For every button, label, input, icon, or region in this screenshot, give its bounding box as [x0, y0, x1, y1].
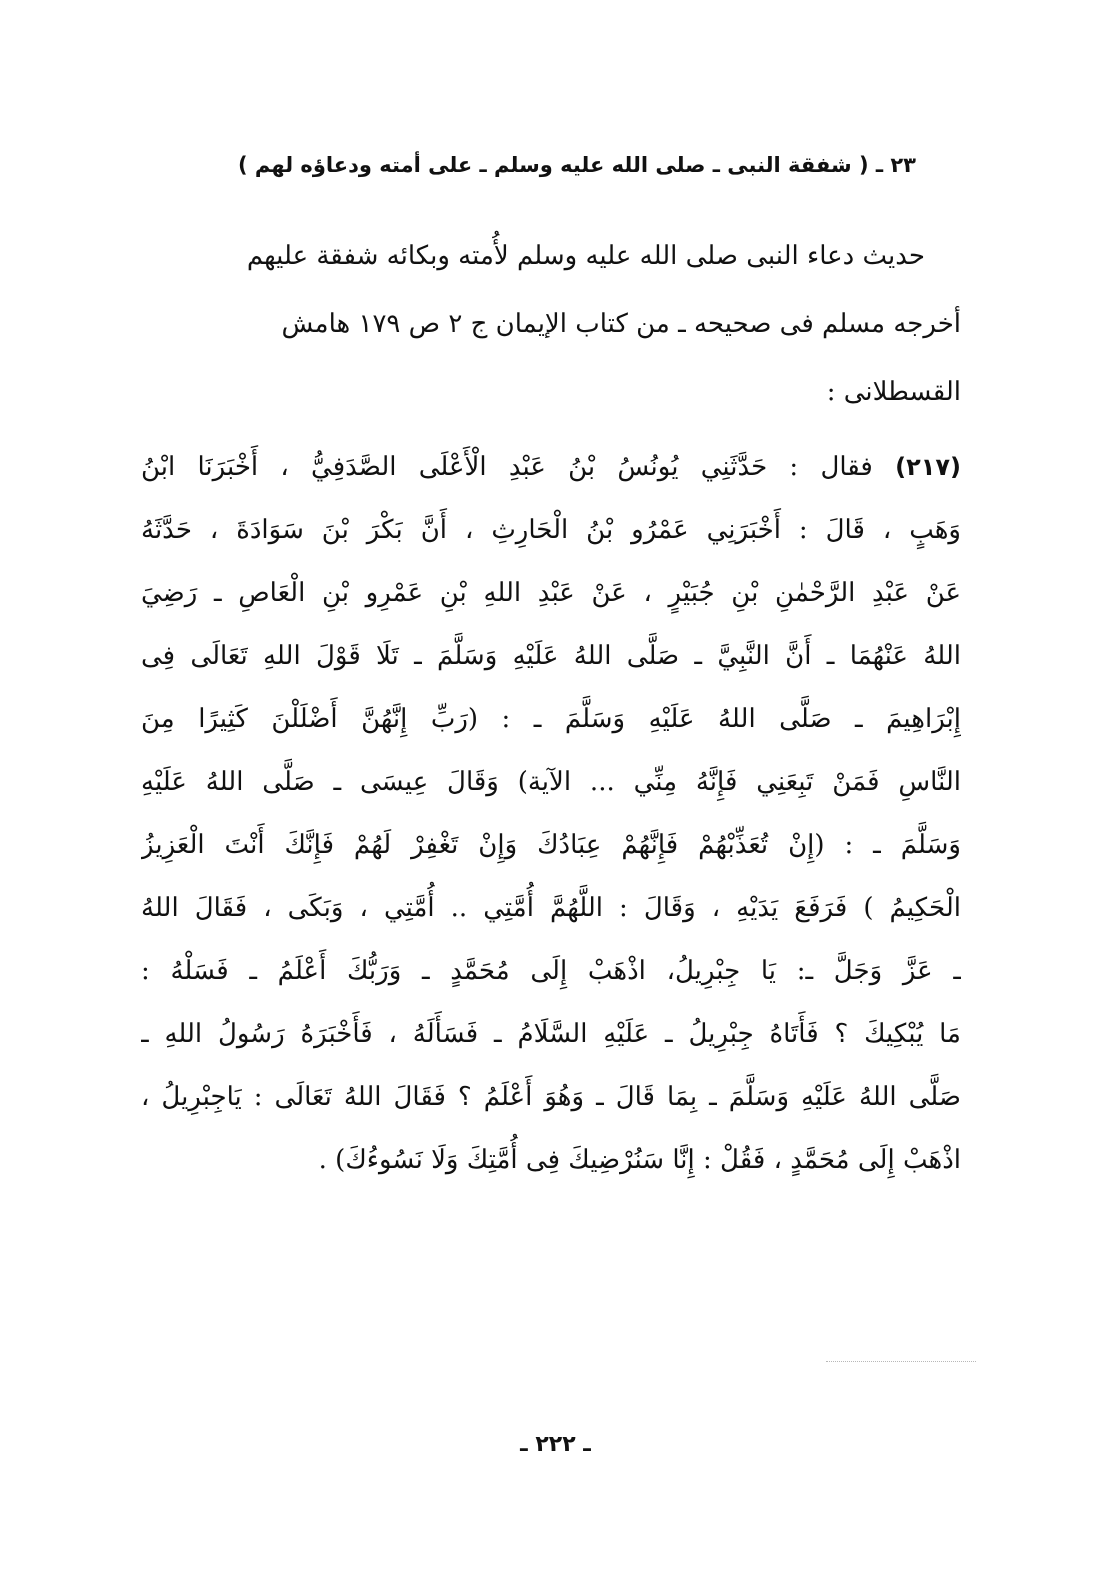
hadith-line: الْحَكِيمُ ) فَرَفَعَ يَدَيْهِ ، وَقَالَ : اللَّهُمَّ أُمَّتِي .. أُمَّتِي ، وَبَكَى ، فَقَالَ اللهُ	[141, 893, 961, 923]
scan-artifact	[826, 1361, 976, 1368]
hadith-text	[141, 436, 961, 1192]
hadith-line: مَا يُبْكِيكَ ؟ فَأَتَاهُ جِبْرِيلُ ـ عَلَيْهِ السَّلَامُ ـ فَسَأَلَهُ ، فَأَخْبَرَهُ رَسُولُ اللهِ ـ	[141, 1019, 961, 1049]
intro-line: حديث دعاء النبى صلى الله عليه وسلم لأُمته وبكائه شفقة عليهم	[246, 241, 925, 271]
intro-line: أخرجه مسلم فى صحيحه ـ من كتاب الإيمان ج ٢ ص ١٧٩ هامش	[281, 309, 961, 339]
hadith-line-text: فقال : حَدَّثَنِي يُونُسُ بْنُ عَبْدِ الْأَعْلَى الصَّدَفِيُّ ، أَخْبَرَنَا ابْنُ	[141, 452, 873, 482]
hadith-line: وَسَلَّمَ ـ : (إِنْ تُعَذِّبْهُمْ فَإِنَّهُمْ عِبَادُكَ وَإِنْ تَغْفِرْ لَهُمْ فَإِنَّكَ أَنْتَ الْعَزِيزُ	[141, 830, 961, 860]
hadith-line: صَلَّى اللهُ عَلَيْهِ وَسَلَّمَ ـ بِمَا قَالَ ـ وَهُوَ أَعْلَمُ ؟ فَقَالَ اللهُ تَعَالَى : يَاجِبْرِيلُ ،	[141, 1082, 961, 1112]
hadith-line: إِبْرَاهِيمَ ـ صَلَّى اللهُ عَلَيْهِ وَسَلَّمَ ـ : (رَبِّ إِنَّهُنَّ أَضْلَلْنَ كَثِيرًا مِنَ	[141, 704, 961, 734]
hadith-line: ـ عَزَّ وَجَلَّ ـ: يَا جِبْرِيلُ، اذْهَبْ إِلَى مُحَمَّدٍ ـ وَرَبُّكَ أَعْلَمُ ـ فَسَلْهُ :	[141, 956, 961, 986]
page-number: ـ ٢٢٢ ـ	[520, 1432, 591, 1457]
hadith-line: النَّاسِ فَمَنْ تَبِعَنِي فَإِنَّهُ مِنِّي ... الآية) وَقَالَ عِيسَى ـ صَلَّى اللهُ عَلَيْهِ	[141, 767, 961, 797]
chapter-heading: ٢٣ ـ ( شفقة النبى ـ صلى الله عليه وسلم ـ على أمته ودعاؤه لهم )	[238, 153, 916, 177]
hadith-line	[141, 436, 961, 499]
hadith-source-intro	[141, 222, 961, 426]
hadith-line: اللهُ عَنْهُمَا ـ أَنَّ النَّبِيَّ ـ صَلَّى اللهُ عَلَيْهِ وَسَلَّمَ ـ تَلَا قَوْلَ اللهِ تَعَالَى فِى	[141, 641, 961, 671]
intro-line: القسطلانى :	[826, 377, 961, 407]
hadith-number: (٢١٧)	[895, 453, 961, 481]
hadith-line: وَهَبٍ ، قَالَ : أَخْبَرَنِي عَمْرُو بْنُ الْحَارِثِ ، أَنَّ بَكْرَ بْنَ سَوَادَةَ ، حَدَّثَهُ	[141, 515, 961, 545]
hadith-line: اذْهَبْ إِلَى مُحَمَّدٍ ، فَقُلْ : إِنَّا سَنُرْضِيكَ فِى أُمَّتِكَ وَلَا نَسُوءُكَ) .	[318, 1145, 961, 1175]
hadith-line: عَنْ عَبْدِ الرَّحْمٰنِ بْنِ جُبَيْرٍ ، عَنْ عَبْدِ اللهِ بْنِ عَمْرِو بْنِ الْعَاصِ ـ رَضِيَ	[141, 578, 961, 608]
